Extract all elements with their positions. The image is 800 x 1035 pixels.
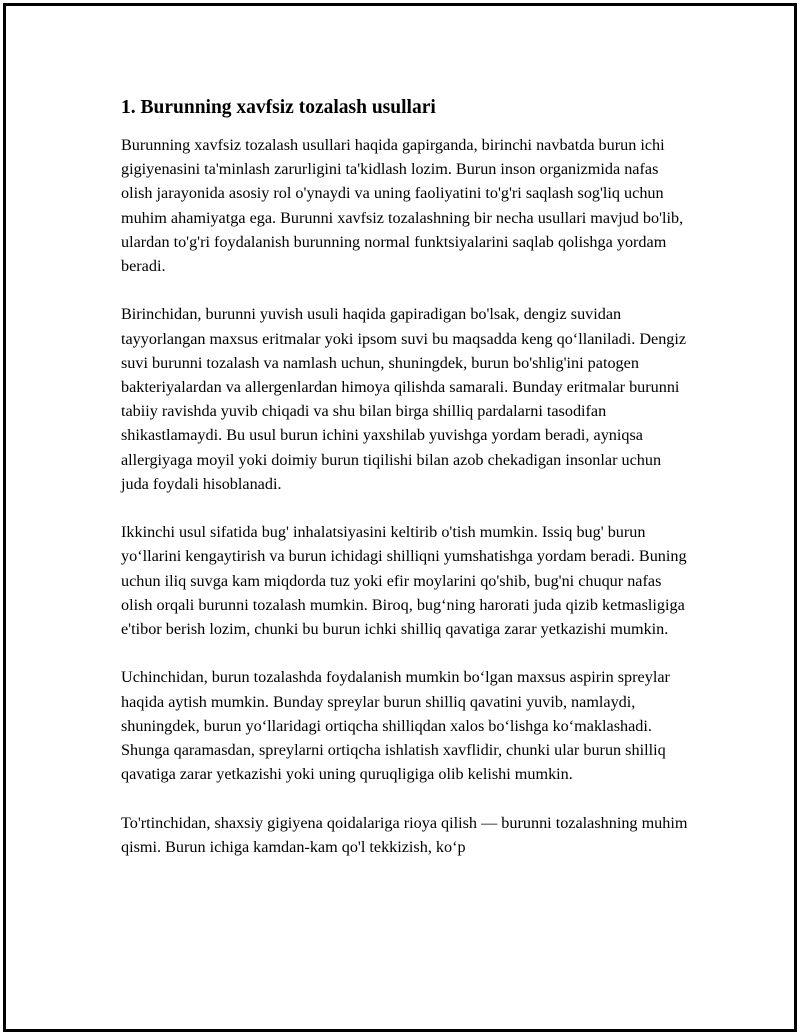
paragraph-1: Burunning xavfsiz tozalash usullari haqida gapirganda, birinchi navbatda burun ichi gigiyenasini ta'minlash zarurligini ta'kidlash lozim. Burun inson organizmida nafas olish jarayonida asosiy rol o'ynaydi va uning faoliyatini to'g'ri saqlash sog'liq uchun muhim ahamiyatga ega. Burunni xavfsiz tozalashning bir necha usullari mavjud bo'lib, ulardan to'g'ri foydalanish burunning normal funktsiyalarini saqlab qolishga yordam beradi. (121, 136, 684, 276)
paragraph-2: Birinchidan, burunni yuvish usuli haqida gapiradigan bo'lsak, dengiz suvidan tayyorlangan maxsus eritmalar yoki ipsom suvi bu maqsadda keng qo‘llaniladi. Dengiz suvi burunni tozalash va namlash uchun, shuningdek, burun bo'shlig'ini patogen bakteriyalardan va allergenlardan himoya qilishda samarali. Bunday eritmalar burunni tabiiy ravishda yuvib chiqadi va shu bilan birga shilliq pardalarni tasodifan shikastlamaydi. Bu usul burun ichini yaxshilab yuvishga yordam beradi, ayniqsa allergiyaga moyil yoki doimiy burun tiqilishi bilan azob chekadigan insonlar uchun juda foydali hisoblanadi. (121, 305, 687, 493)
paragraph-3: Ikkinchi usul sifatida bug' inhalatsiyasini keltirib o'tish mumkin. Issiq bug' burun yo‘llarini kengaytirish va burun ichidagi shilliqni yumshatishga yordam beradi. Buning uchun iliq suvga kam miqdorda tuz yoki efir moylarini qo'shib, bug'ni chuqur nafas olish orqali burunni tozalash mumkin. Biroq, bug‘ning harorati juda qizib ketmasligiga e'tibor berish lozim, chunki bu burun ichki shilliq qavatiga zarar yetkazishi mumkin. (121, 523, 687, 639)
document-page (3, 3, 797, 1032)
paragraph-4: Uchinchidan, burun tozalashda foydalanish mumkin bo‘lgan maxsus aspirin spreylar haqida aytish mumkin. Bunday spreylar burun shilliq qavatini yuvib, namlaydi, shuningdek, burun yo‘llaridagi ortiqcha shilliqdan xalos bo‘lishga ko‘maklashadi. Shunga qaramasdan, spreylarni ortiqcha ishlatish xavflidir, chunki ular burun shilliq qavatiga zarar yetkazishi yoki uning quruqligiga olib kelishi mumkin. (121, 668, 670, 784)
paragraph-5: To'rtinchidan, shaxsiy gigiyena qoidalariga rioya qilish — burunni tozalashning muhim qismi. Burun ichiga kamdan-kam qo'l tekkizish, ko‘p (121, 813, 688, 856)
section-heading: 1. Burunning xavfsiz tozalash usullari (121, 97, 436, 118)
document-body (121, 96, 691, 883)
